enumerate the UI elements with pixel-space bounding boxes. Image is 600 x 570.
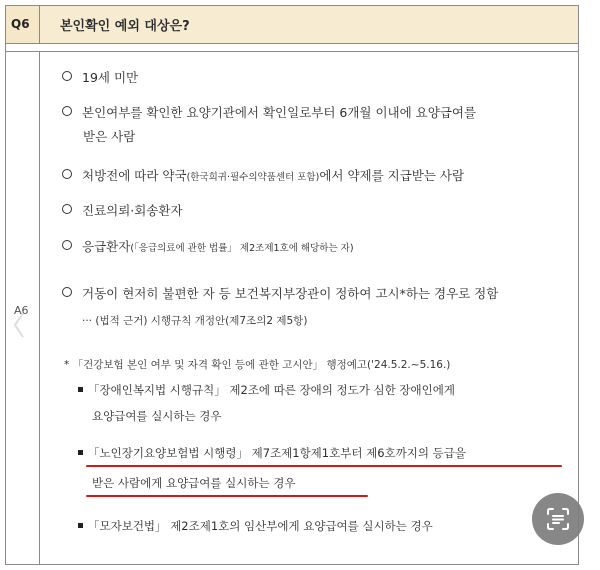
sub-item-text: 「장애인복지법 시행규칙」 제2조에 따른 장애의 정도가 심한 장애인에게 (88, 383, 455, 397)
list-item (62, 237, 354, 255)
item-text: 응급환자 (82, 239, 131, 254)
item-text: 처방전에 따라 약국 (82, 168, 187, 183)
circle-bullet-icon (62, 106, 72, 116)
question-text: 본인확인 예외 대상은? (60, 19, 190, 34)
legal-basis-note: ··· (법적 근거) 시행규칙 개정안(제7조의2 제5항) (82, 315, 308, 327)
item-continuation: 받은 사람 (83, 129, 136, 144)
circle-bullet-icon (62, 240, 72, 250)
item-text: 19세 미만 (82, 70, 139, 85)
answer-label: A6 (14, 304, 29, 317)
sub-item-text: 「노인장기요양보험법 시행령」 제7조제1항제1호부터 제6호까지의 등급을 (88, 446, 466, 460)
list-item (62, 284, 498, 302)
sub-item-text: 「모자보건법」 제2조제1호의 임산부에게 요양급여를 실시하는 경우 (88, 519, 433, 533)
question-label-cell (6, 6, 40, 43)
square-bullet-icon (78, 387, 83, 392)
red-underline (86, 495, 368, 497)
sub-item-continuation: 요양급여를 실시하는 경우 (92, 409, 222, 423)
answer-content (40, 51, 578, 564)
circle-bullet-icon (62, 287, 72, 297)
sub-list-item (78, 382, 455, 398)
red-underline (86, 465, 562, 467)
sub-item-continuation: 받은 사람에게 요양급여를 실시하는 경우 (92, 476, 296, 490)
text-scan-icon (546, 507, 570, 531)
square-bullet-icon (78, 450, 83, 455)
answer-label-cell (6, 51, 40, 564)
sub-list-item (78, 518, 433, 534)
text-scan-button[interactable] (532, 493, 584, 545)
item-text: 거동이 현저히 불편한 자 등 보건복지부장관이 정하여 고시*하는 경우로 정함 (82, 286, 499, 301)
item-text: 진료의뢰·회송환자 (82, 203, 183, 218)
question-text-cell (40, 6, 578, 43)
item-text: 본인여부를 확인한 요양기관에서 확인일로부터 6개월 이내에 요양급여를 (82, 105, 477, 120)
list-item (62, 103, 476, 121)
square-bullet-icon (78, 523, 83, 528)
list-item (62, 68, 138, 86)
question-row (6, 6, 578, 44)
item-text: 에서 약제를 지급받는 사람 (319, 168, 465, 183)
list-item (62, 201, 183, 219)
list-item (62, 166, 464, 184)
circle-bullet-icon (62, 71, 72, 81)
qa-table (5, 5, 579, 565)
item-small-text: (한국희귀·필수의약품센터 포함) (186, 172, 320, 183)
circle-bullet-icon (62, 169, 72, 179)
sub-list-item-highlighted (78, 445, 466, 461)
circle-bullet-icon (62, 204, 72, 214)
item-small-text: (「응급의료에 관한 법률」 제2조제1호에 해당하는 자) (130, 243, 354, 254)
question-label: Q6 (11, 17, 30, 31)
notice-note: * 「건강보험 본인 여부 및 자격 확인 등에 관한 고시안」 행정예고('24.5.2.~5.16.) (64, 359, 451, 371)
